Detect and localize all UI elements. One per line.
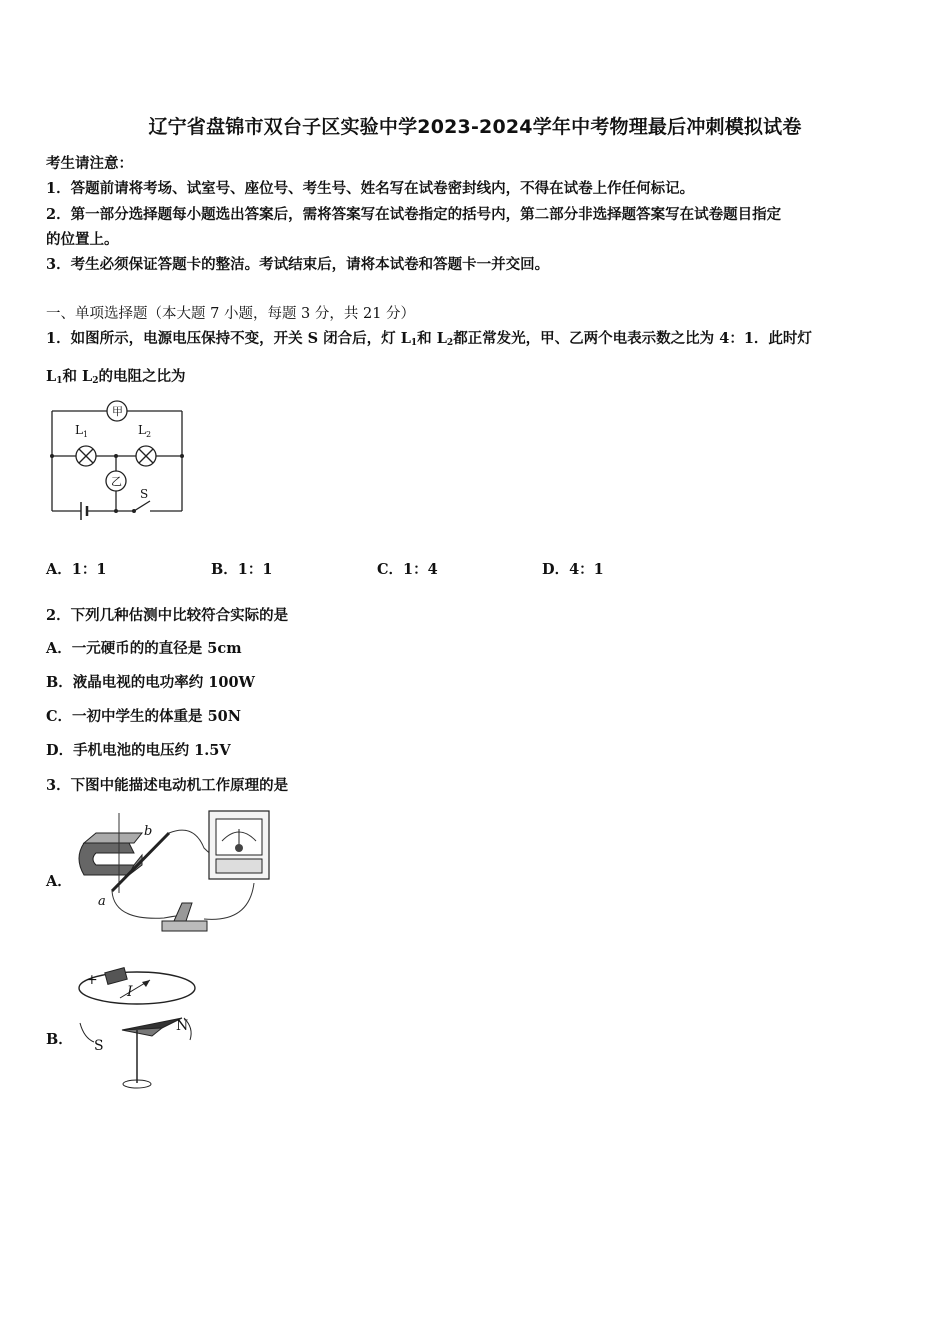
label-a: a	[98, 894, 106, 909]
lamp-l1-label: $L_1$	[75, 423, 89, 439]
notice-item-3: 3．考生必须保证答题卡的整洁。考试结束后，请将本试卷和答题卡一并交回。	[46, 256, 550, 273]
q2-option-d[interactable]: D．手机电池的电压约 1.5V	[46, 742, 231, 759]
q3-figure-a	[74, 803, 272, 941]
label-current: I	[127, 984, 133, 1000]
label-b: b	[144, 824, 153, 839]
meter-yi-label: 乙	[111, 475, 122, 488]
label-n: N	[176, 1018, 189, 1034]
page-title: 辽宁省盘锦市双台子区实验中学2023-2024学年中考物理最后冲刺模拟试卷	[148, 116, 802, 138]
battery-icon	[105, 968, 127, 985]
q1-stem-line2: $L_1$和 $L_2$的电阻之比为	[46, 368, 186, 386]
notice-item-2-cont: 的位置上。	[46, 231, 119, 248]
q2-option-a[interactable]: A．一元硬币的的直径是 5cm	[46, 640, 242, 657]
label-s: S	[94, 1038, 104, 1054]
knife-switch-icon	[162, 921, 207, 931]
meter-jia-label: 甲	[112, 405, 123, 418]
q1-stem-line1: 1．如图所示，电源电压保持不变，开关 S 闭合后，灯 $L_1$和 $L_2$都正常发光，甲、乙两个电表示数之比为 4：1．此时灯	[46, 330, 812, 348]
q2-stem: 2．下列几种估测中比较符合实际的是	[46, 607, 289, 624]
q2-option-b[interactable]: B．液晶电视的电功率约 100W	[46, 674, 255, 691]
q3-figure-b	[72, 958, 202, 1100]
q1-option-b[interactable]: B．1：1	[211, 561, 273, 578]
q1-circuit-diagram	[44, 398, 189, 526]
notice-item-1: 1．答题前请将考场、试室号、座位号、考生号、姓名写在试卷密封线内，不得在试卷上作任何标记。	[46, 180, 695, 197]
q1-option-d[interactable]: D．4：1	[542, 561, 604, 578]
switch-label: S	[140, 487, 149, 501]
label-plus: +	[86, 972, 98, 988]
q3-option-a-label[interactable]: A．	[46, 873, 72, 890]
q1-option-c[interactable]: C．1：4	[377, 561, 438, 578]
section-heading: 一、单项选择题（本大题 7 小题，每题 3 分，共 21 分）	[46, 306, 416, 322]
notice-item-2: 2．第一部分选择题每小题选出答案后，需将答案写在试卷指定的括号内，第二部分非选择题答案写在试卷题目指定	[46, 206, 782, 223]
q3-option-b-label[interactable]: B．	[46, 1031, 73, 1048]
q1-option-a[interactable]: A．1：1	[46, 561, 107, 578]
q2-option-c[interactable]: C．一初中学生的体重是 50N	[46, 708, 242, 725]
horseshoe-magnet-icon	[79, 843, 134, 875]
q3-stem: 3．下图中能描述电动机工作原理的是	[46, 777, 289, 794]
notice-heading: 考生请注意：	[46, 155, 133, 172]
lamp-l2-label: $L_2$	[138, 423, 152, 439]
